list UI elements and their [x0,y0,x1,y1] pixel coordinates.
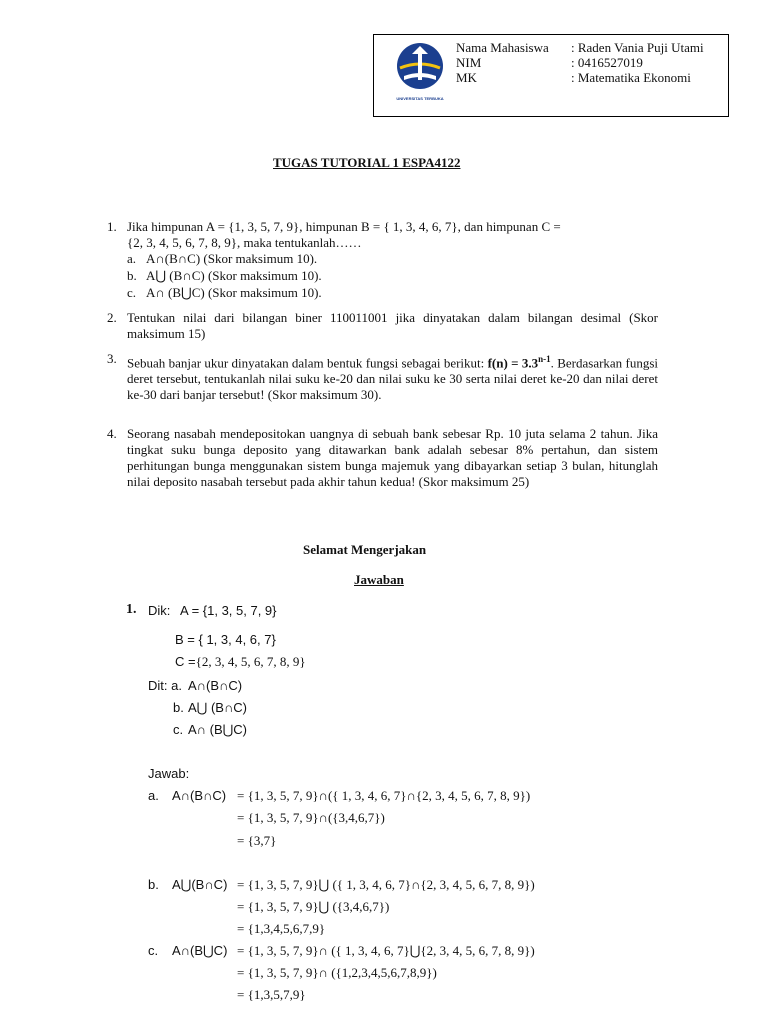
dik-set-b: B = { 1, 3, 4, 6, 7} [175,632,276,647]
question-1c-label: c. [127,285,137,300]
header-label-nim: NIM [456,55,482,70]
dik-set-c-prefix: C = [175,654,196,669]
part-c-expr: A∩(B⋃C) [172,943,228,958]
page-title: TUGAS TUTORIAL 1 ESPA4122 [273,155,461,170]
logo-caption: UNIVERSITAS TERBUKA [396,96,444,101]
part-a-step-3: = {3,7} [237,833,277,848]
header-value-nim: : 0416527019 [571,55,643,70]
part-a-step-1: = {1, 3, 5, 7, 9}∩({ 1, 3, 4, 6, 7}∩{2, 3, 4, 5, 6, 7, 8, 9}) [237,788,531,803]
question-2-number: 2. [107,310,117,325]
question-1-line-1: Jika himpunan A = {1, 3, 5, 7, 9}, himpunan B = { 1, 3, 4, 6, 7}, dan himpunan C = [127,219,561,234]
part-a-label: a. [148,788,159,803]
question-4-number: 4. [107,426,117,441]
part-c-step-1: = {1, 3, 5, 7, 9}∩ ({ 1, 3, 4, 6, 7}⋃{2, 3, 4, 5, 6, 7, 8, 9}) [237,943,535,958]
question-3-formula-exponent: n-1 [538,354,551,364]
header-label-mk: MK [456,70,477,85]
header-value-name: : Raden Vania Puji Utami [571,40,704,55]
question-4-text: Seorang nasabah mendepositokan uangnya di sebuah bank sebesar Rp. 10 juta selama 2 tahun. Jika tingkat suku bunga deposito yang ditawarkan bank adalah sebesar 8% pertahun, dan sistem perhitungan bunga menggunakan sistem bunga majemuk yang dibayarkan setiap 3 bulan, hitunglah nilai deposito nasabah tersebut pada akhir tahun kedua! (Skor maksimum 25) [127,426,658,489]
question-1b-label: b. [127,268,137,283]
part-c-step-2: = {1, 3, 5, 7, 9}∩ ({1,2,3,4,5,6,7,8,9}) [237,965,437,980]
part-a-step-2: = {1, 3, 5, 7, 9}∩({3,4,6,7}) [237,810,385,825]
question-2-text: Tentukan nilai dari bilangan biner 110011001 jika dinyatakan dalam bilangan desimal (Skor maksimum 15) [127,310,658,341]
part-c-step-3: = {1,3,5,7,9} [237,987,306,1002]
question-1-line-2: {2, 3, 4, 5, 6, 7, 8, 9}, maka tentukanlah…… [127,235,362,250]
part-b-step-1: = {1, 3, 5, 7, 9}⋃ ({ 1, 3, 4, 6, 7}∩{2, 3, 4, 5, 6, 7, 8, 9}) [237,877,535,892]
answer-title: Jawaban [354,572,404,587]
part-b-step-2: = {1, 3, 5, 7, 9}⋃ ({3,4,6,7}) [237,899,390,914]
part-b-step-3: = {1,3,4,5,6,7,9} [237,921,326,936]
question-1b-text: A⋃ (B∩C) (Skor maksimum 10). [146,268,322,283]
part-a-expr: A∩(B∩C) [172,788,227,803]
question-1a-label: a. [127,251,137,266]
dit-b-label: b. [173,700,184,715]
question-3-text [127,351,658,403]
question-3-formula: f(n) = 3.3 [487,355,539,371]
dik-set-c-value: {2, 3, 4, 5, 6, 7, 8, 9} [195,654,306,669]
part-b-label: b. [148,877,159,892]
question-1-number: 1. [107,219,117,234]
university-logo-icon [390,40,450,106]
dik-set-a: A = {1, 3, 5, 7, 9} [180,603,277,618]
part-c-label: c. [148,943,159,958]
dit-c: A∩ (B⋃C) [188,722,248,737]
dik-label: Dik: [148,603,171,618]
question-1a-text: A∩(B∩C) (Skor maksimum 10). [146,251,318,266]
question-3-post: . Berdasarkan fungsi deret tersebut, tentukanlah nilai suku ke-20 dan nilai suku ke 30 serta nilai deret ke-20 dan nilai deret ke-30 dari banjar tersebut! (Skor maksimum 30). [127,355,659,403]
question-1c-text: A∩ (B⋃C) (Skor maksimum 10). [146,285,322,300]
jawab-label: Jawab: [148,766,190,781]
dit-b: A⋃ (B∩C) [188,700,248,715]
answer-number: 1. [126,602,137,617]
dit-a: A∩(B∩C) [188,678,243,693]
closing-text: Selamat Mengerjakan [303,542,427,557]
part-b-expr: A⋃(B∩C) [172,877,228,892]
header-label-name: Nama Mahasiswa [456,40,549,55]
question-3-pre: Sebuah banjar ukur dinyatakan dalam bentuk fungsi sebagai berikut: [127,355,488,371]
dit-label: Dit: a. [148,678,182,693]
header-value-mk: : Matematika Ekonomi [571,70,691,85]
dit-c-label: c. [173,722,184,737]
question-3-number: 3. [107,351,117,366]
